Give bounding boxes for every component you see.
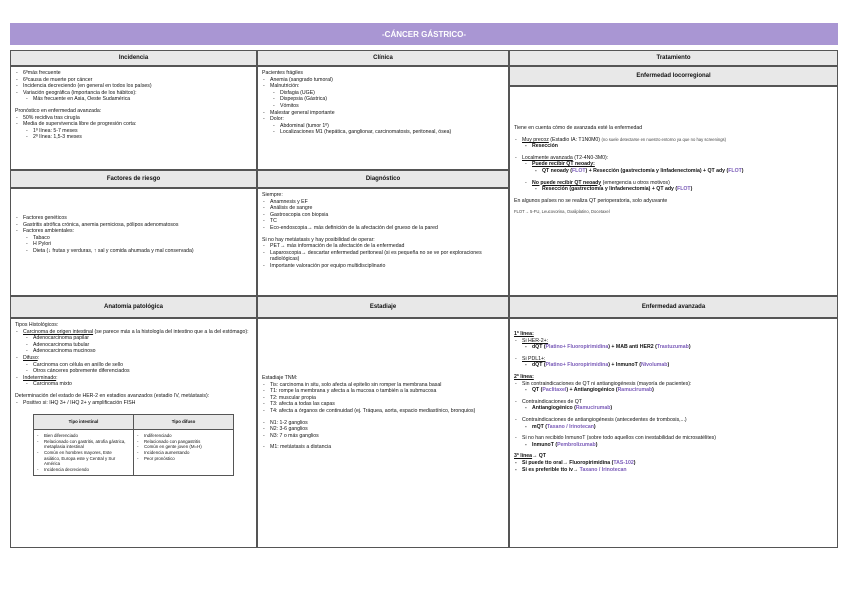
close-paren: ) xyxy=(610,405,613,412)
diagnostico-item: - Análisis de sangre xyxy=(270,205,504,212)
nivolumab-label: Nivolumab xyxy=(640,362,668,369)
diagnostico-item: - TC xyxy=(270,218,504,225)
estadiaje-m-item: - M1: metástasis a distancia xyxy=(270,444,504,451)
diagnostico-item: - Eco-endoscopia→ más definición de la afectación del grueso de la pared xyxy=(270,225,504,232)
avanzada-section xyxy=(509,318,838,548)
diagnostico-item: - Importante valoración por equipo multidisciplinario xyxy=(270,263,504,270)
inmuno-label: InmunoT ( xyxy=(532,441,558,448)
platino-label: Platino+ Fluoropirimidina xyxy=(545,362,609,369)
incidencia-item: - Variación geográfica (importancia de los hábitos): xyxy=(23,90,252,97)
indeterminado-label: Indeterminado xyxy=(23,374,57,381)
close-paren: ) xyxy=(593,423,596,430)
header-diagnostico: Diagnóstico xyxy=(257,170,509,188)
tipos-title: Tipos Histológicos: xyxy=(15,322,59,328)
carcinoma-label: Carcinoma de origen intestinal xyxy=(23,328,94,335)
table-cell-item: - Relacionado con gastritis, atrofia gástrica, metaplasia intestinal xyxy=(44,439,129,450)
local-avanzada-stage: (T2-4N0-3M0): xyxy=(572,154,609,161)
difuso-subitem: - Otros cánceres pobremente diferenciados xyxy=(33,368,252,375)
table-header-difuso: Tipo difuso xyxy=(134,415,234,430)
local-avanzada-label: Localmente avanzada xyxy=(522,154,573,161)
linea-1-title: 1ª línea: xyxy=(514,331,534,337)
factores-item: - Factores ambientales: xyxy=(23,228,252,235)
muy-precoz-note: (no suele detectarse en nuestro entorno ya que no hay screenings) xyxy=(601,136,727,142)
contra-anti: Contraindicaciones de antiangiogénesis (antecedentes de trombosis,...) xyxy=(522,416,687,423)
incidencia-subitem: - Más frecuente en Asia, Oeste Sudamérica xyxy=(33,96,252,103)
qt-label: QT ( xyxy=(532,387,543,394)
flot-label: FLOT xyxy=(677,186,691,193)
muy-precoz-stage: (Estadio IA: T1N0M0) xyxy=(548,136,601,143)
muy-precoz-label: Muy precoz xyxy=(522,136,549,143)
estadiaje-t-item: - T1: rompe la membrana y afecta a la mucosa o también a la submucosa xyxy=(270,388,504,395)
inmuno-condition: Si no han recibido InmunoT (sobre todo aquellos con inestabilidad de microsatélites) xyxy=(522,435,716,442)
close-paren: ) xyxy=(595,441,598,448)
table-header-intestinal: Tipo intestinal xyxy=(34,415,134,430)
pdl1-line-a: dQT ( xyxy=(532,362,546,369)
clinica-item: - Anemia (sangrado tumoral) xyxy=(270,77,504,84)
her2-positivo: - Positivo si: IHQ 3+ / IHQ 2+ y amplificación FISH xyxy=(23,400,252,407)
puede-line-a: QT neoady ( xyxy=(542,167,572,174)
close-paren: ) xyxy=(652,387,654,394)
factores-item: - Gastritis atrófica crónica, anemia perniciosa, pólipos adenomatosos xyxy=(23,222,252,229)
clinica-subitem: - Localizaciones M1 (hepática, ganglionar, carcinomatosis, peritoneal, ósea) xyxy=(280,129,504,136)
sin-contraindicaciones: Sin contraindicaciones de QT ni antiangiogénesis (mayoría de pacientes): xyxy=(522,380,692,387)
incidencia-item: - Incidencia decreciendo (en general en todos los países) xyxy=(23,83,252,90)
factores-subitem: - Dieta (↓ frutas y verduras, ↑ sal y comida ahumada y mal conservada) xyxy=(33,248,252,255)
difuso-subitem: - Carcinoma con célula en anillo de sello xyxy=(33,362,252,369)
pronostico-subitem: - 2º línea: 1,5-3 meses xyxy=(33,134,252,141)
clinica-subitem: - Vómitos xyxy=(280,103,504,110)
linea-2-title: 2ª línea: xyxy=(514,373,534,380)
table-cell-item: - Peor pronóstico xyxy=(144,456,229,462)
clinica-item: - Dolor: xyxy=(270,116,504,123)
estadiaje-t-item: - T2: muscular propia xyxy=(270,395,504,402)
factores-subitem: - Tabaco xyxy=(33,235,252,242)
table-cell-item: - Relacionado con pangastritis xyxy=(144,439,229,445)
header-incidencia: Incidencia xyxy=(10,50,257,66)
estadiaje-section xyxy=(257,318,509,548)
estadiaje-n-item: - N2: 3-6 ganglios xyxy=(270,426,504,433)
ramucirumab-label: Ramucirumab xyxy=(617,387,653,394)
close-paren: ) xyxy=(667,362,670,369)
platino-label: Platino+ Fluoropirimidina xyxy=(545,344,609,351)
estadiaje-t-item: - T3: afecta a todas las capas xyxy=(270,401,504,408)
header-avanzada: Enfermedad avanzada xyxy=(509,296,838,318)
factores-subitem: - H Pylori xyxy=(33,241,252,248)
close-paren: ) xyxy=(690,186,693,193)
page-title: -CÁNCER GÁSTRICO- xyxy=(10,23,838,45)
close-paren: ) xyxy=(741,167,744,174)
incidencia-item: - 6ºcausa de muerte por cáncer xyxy=(23,77,252,84)
no-puede-line: Resección (gastrectomía y linfadenectomía) + QT ady ( xyxy=(542,186,678,193)
estadiaje-n-item: - N3: 7 o más ganglios xyxy=(270,433,504,440)
pronostico-title: Pronóstico en enfermedad avanzada: xyxy=(15,107,102,114)
linea-3-rest: → QT xyxy=(532,453,546,460)
estadiaje-title: Estadiaje TNM: xyxy=(262,375,298,381)
reseccion-label: - Resección xyxy=(532,143,833,150)
pdl1-line-b: ) + InmunoT ( xyxy=(608,362,641,369)
her2-determinacion: Determinación del estado de HER-2 en estadios avanzados (estadio IV, metástasis): xyxy=(15,392,210,399)
table-cell-item: - Común en gente joven (M=H) xyxy=(144,444,229,450)
puede-label: Puede recibir QT neoady: xyxy=(532,161,595,168)
taxano-label: Taxano / Irinotecan xyxy=(547,423,594,430)
header-locorregional: Enfermedad locorregional xyxy=(509,66,838,86)
clinica-section xyxy=(257,66,509,170)
paclitaxel-label: Paclitaxel xyxy=(542,387,567,394)
diagnostico-item: - Anamnesis y EF xyxy=(270,199,504,206)
no-puede-rest: (emergencia u otros motivos) xyxy=(601,179,670,186)
header-factores: Factores de riesgo xyxy=(10,170,257,188)
header-estadiaje: Estadiaje xyxy=(257,296,509,318)
no-puede-label: No puede recibir QT neoady xyxy=(532,179,602,186)
locorregional-section xyxy=(509,86,838,296)
taxano-label: Taxano / Irinotecan xyxy=(579,466,627,473)
clinica-item: - Malestar general importante xyxy=(270,110,504,117)
carcinoma-subitem: - Adenocarcinoma mucinoso xyxy=(33,348,252,355)
flot-definition: FLOT→ 5-FU, Leucovorina, Oxaliplatino, Docetaxel xyxy=(514,209,610,215)
clinica-subitem: - Abdominal (tumor 1º) xyxy=(280,123,504,130)
puede-line-b: ) + Resección (gastrectomía y linfadenectomía) + QT ady ( xyxy=(585,167,729,174)
her2-line-a: dQT ( xyxy=(532,344,546,351)
anatomia-section: Tipos Histológicos: - Carcinoma de origen intestinal (se parece más a la histología del intestino que a la del estómago): - Adenocarcinoma papilar - Adenocarcinoma tubular - Adenocarcinoma mucinoso - Difuso: - Carcinoma con célula en anillo de sello - Otros cánceres pobremente diferenciados - Indeterminado: - Carcinoma mixto Determinación del estado de HER-2 en estadios avanzados (estadio IV, metástasis): - Positivo si: IHQ 3+ / IHQ 2+ y amplificación FISH Tipo intestinal Tipo difuso - Bien diferenciado - Relacionado con gastritis, atrofia gástrica, metaplasia intestinal - Común en hombres mayores, Este asiático, Europa este y Central y Sur América - Incidencia decreciendo - Indiferenciado - Relacionado con pangastritis - Común en gente joven (M=H) - Incidencia aumentando - Peor pronóstico xyxy=(10,318,257,548)
estadiaje-t-item: - Tis: carcinoma in situ, solo afecta al epitelio sin romper la membrana basal xyxy=(270,382,504,389)
trastuzumab-label: Trastuzumab xyxy=(656,344,689,351)
difuso-label: Difuso xyxy=(23,354,38,361)
pronostico-subitem: - 1º línea: 5-7 meses xyxy=(33,128,252,135)
factores-item: - Factores genéticos xyxy=(23,215,252,222)
clinica-subitem: - Dispepsia (Gástrica) xyxy=(280,96,504,103)
carcinoma-desc: (se parece más a la histología del intestino que a la del estómago): xyxy=(93,328,249,335)
clinica-intro: Pacientes frágiles xyxy=(262,70,303,76)
pronostico-item: - Media de supervivencia libre de progresión corta: xyxy=(23,121,252,128)
header-tratamiento: Tratamiento xyxy=(509,50,838,66)
her2-label: Si HER-2+: xyxy=(522,337,549,344)
pdl1-label: Si PDL1+: xyxy=(522,355,546,362)
oral-label: Si puede tto oral→ Fluoropirimidina ( xyxy=(522,459,614,466)
close-paren: ) xyxy=(633,459,636,466)
table-cell-item: - Indiferenciado xyxy=(144,433,229,439)
table-cell-item: - Bien diferenciado xyxy=(44,433,129,439)
factores-section xyxy=(10,188,257,296)
tas-label: TAS-102 xyxy=(613,459,634,466)
carcinoma-subitem: - Adenocarcinoma tubular xyxy=(33,342,252,349)
diagnostico-item: - Laparoscopia→ descartar enfermedad peritoneal (si es pequeña no se ve por exploraciones radiológicas) xyxy=(270,250,504,263)
anti2-label: Antiangiogénico ( xyxy=(532,405,576,412)
diagnostico-section xyxy=(257,188,509,296)
incidencia-section xyxy=(10,66,257,170)
pembrolizumab-label: Pembrolizumab xyxy=(557,441,596,448)
histology-table xyxy=(33,414,234,476)
diagnostico-siempre: Siempre: xyxy=(262,192,283,198)
clinica-subitem: - Disfagia (UGE) xyxy=(280,90,504,97)
diagnostico-item: - PET→ más información de la afectación de la enfermedad xyxy=(270,243,504,250)
diagnostico-si-no: Si no hay metástasis y hay posibilidad de operar: xyxy=(262,236,375,243)
anti-label: ) + Antiangiogénico ( xyxy=(566,387,618,394)
close-paren: ) xyxy=(688,344,691,351)
her2-line-b: ) + MAB anti HER2 ( xyxy=(608,344,657,351)
locorregional-intro: Tiene en cuenta cómo de avanzada esté la enfermedad xyxy=(514,125,643,131)
header-clinica: Clínica xyxy=(257,50,509,66)
clinica-item: - Malnutrición: xyxy=(270,83,504,90)
table-cell-item: - Común en hombres mayores, Este asiático, Europa este y Central y Sur América xyxy=(44,450,129,467)
table-cell-item: - Incidencia aumentando xyxy=(144,450,229,456)
carcinoma-subitem: - Adenocarcinoma papilar xyxy=(33,335,252,342)
estadiaje-n-item: - N1: 1-2 ganglios xyxy=(270,420,504,427)
flot-label: FLOT xyxy=(571,167,586,174)
estadiaje-t-item: - T4: afecta a órganos de continuidad (ej. Tráquea, aorta, espacio mediastínico, bronquios) xyxy=(270,408,504,415)
mqt-label: mQT ( xyxy=(532,423,547,430)
algunos-paises-note: En algunos países no se realiza QT perioperatoria, solo adyuvante xyxy=(514,197,668,204)
pronostico-item: - 50% recidiva tras cirugía xyxy=(23,115,252,122)
header-anatomia: Anatomía patológica xyxy=(10,296,257,318)
indeterminado-subitem: - Carcinoma mixto xyxy=(33,381,252,388)
linea-3-title: 3ª línea xyxy=(514,453,533,460)
diagnostico-item: - Gastroscopia con biopsia xyxy=(270,212,504,219)
iv-label: Si es preferible tto iv→ xyxy=(522,466,580,473)
flot-label: FLOT xyxy=(728,167,742,174)
ramucirumab-label: Ramucirumab xyxy=(575,405,611,412)
table-cell-item: - Incidencia decreciendo xyxy=(44,467,129,473)
incidencia-item: - 6ºmás frecuente xyxy=(23,70,252,77)
contra-qt: Contraindicaciones de QT xyxy=(522,398,582,405)
